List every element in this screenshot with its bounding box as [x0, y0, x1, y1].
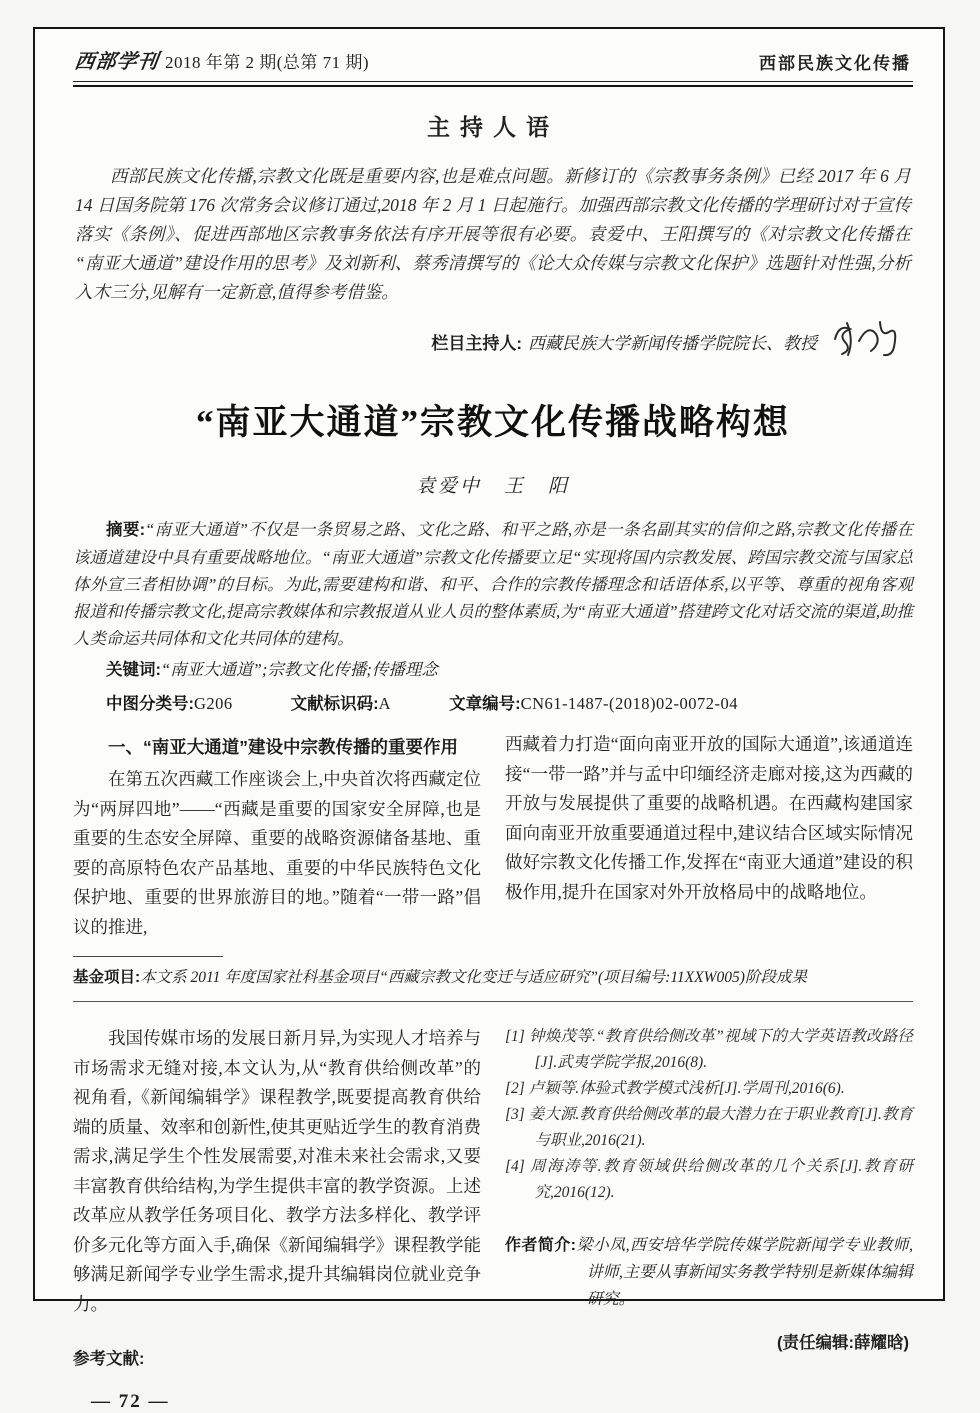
section1-heading: 一、“南亚大通道”建设中宗教传播的重要作用: [108, 737, 458, 757]
scanned-page: [33, 27, 945, 1412]
issue-info: 2018 年第 2 期(总第 71 期): [165, 53, 370, 72]
section1-left-paragraph: 在第五次西藏工作座谈会上,中央首次将西藏定位为“两屏四地”——“西藏是重要的国家安全屏障,也是重要的生态安全屏障、重要的战略资源储备基地、重要的高原特色农产品基地、重要的中华民族特色文化保护地、重要的世界旅游目的地。”随着“一带一路”倡议的推进,: [73, 769, 481, 937]
keywords-line: [73, 656, 913, 680]
fund-label: 基金项目:: [73, 969, 141, 986]
keywords-text: “南亚大通道”;宗教文化传播;传播理念: [161, 660, 438, 679]
author-bio-text: 梁小凤,西安培华学院传媒学院新闻学专业教师,讲师,主要从事新闻实务教学特别是新媒体编辑研究。: [575, 1237, 913, 1308]
article-right-column: [505, 730, 913, 942]
author-bio-label: 作者简介:: [505, 1237, 576, 1254]
previous-article-right-column: [505, 1024, 913, 1413]
previous-article-left-column: [73, 1024, 481, 1413]
abstract-paragraph: [73, 516, 913, 652]
article-authors: 袁爱中 王 阳: [415, 476, 570, 497]
section-name: 西部民族文化传播: [759, 54, 911, 73]
handwritten-signature: [825, 315, 903, 361]
article-left-column: [73, 730, 481, 942]
clc-group: [106, 690, 233, 714]
clc-value: G206: [194, 694, 233, 713]
article-id-group: [449, 690, 738, 714]
section-divider-rule: [73, 1001, 913, 1002]
reference-item: [3] 姜大源.教育供给侧改革的最大潜力在于职业教育[J].教育与职业,2016(21).: [505, 1106, 913, 1149]
host-remarks-title: 主持人语: [427, 114, 559, 140]
host-remarks-body: 西部民族文化传播,宗教文化既是重要内容,也是难点问题。新修订的《宗教事务条例》已经 2017 年 6 月 14 日国务院第 176 次常务会议修订通过,2018 年 2 月 1 日起施行。加强西部宗教文化传播的学理研讨对于宣传落实《条例》、促进西部地区宗教事务依法有序开展等很有必要。袁爱中、王阳撰写的《对宗教文化传播在“南亚大通道”建设作用的思考》及刘新利、蔡秀清撰写的《论大众传媒与宗教文化保护》选题针对性强,分析入木三分,见解有一定新意,值得参考借鉴。: [75, 166, 911, 302]
host-line: [73, 321, 903, 361]
journal-issue-info: [75, 45, 369, 74]
host-label: 栏目主持人:: [431, 333, 522, 353]
clc-label: 中图分类号:: [106, 695, 194, 713]
article-id-value: CN61-1487-(2018)02-0072-04: [520, 694, 738, 713]
doc-code-group: [291, 690, 391, 714]
references-label: 参考文献:: [73, 1350, 145, 1368]
page-header: [73, 45, 913, 74]
reference-list: [505, 1024, 913, 1206]
section1-right-paragraph: 西藏着力打造“面向南亚开放的国际大通道”,该通道连接“一带一路”并与孟中印缅经济走廊对接,这为西藏的开放与发展提供了重要的战略机遇。在西藏构建国家面向南亚开放重要通道过程中,建议结合区域实际情况做好宗教文化传播工作,发挥在“南亚大通道”建设的积极作用,提升在国家对外开放格局中的战略地位。: [505, 734, 913, 902]
editor-note: (责任编辑:薛耀晗): [777, 1334, 909, 1352]
keywords-label: 关键词:: [106, 661, 161, 679]
reference-item: [2] 卢颖等.体验式教学模式浅析[J].学周刊,2016(6).: [505, 1080, 845, 1097]
journal-logo: 西部学刊: [73, 51, 161, 73]
fund-text: 本文系 2011 年度国家社科基金项目“西藏宗教文化变迁与适应研究”(项目编号:11XXW005)阶段成果: [140, 969, 807, 986]
doc-code-label: 文献标识码:: [290, 695, 379, 713]
reference-item: [4] 周海涛等.教育领域供给侧改革的几个关系[J].教育研究,2016(12).: [505, 1158, 913, 1201]
previous-article-columns: [73, 1024, 913, 1413]
page-number: — 72 —: [91, 1391, 170, 1412]
article-body-columns: [73, 730, 913, 942]
abstract-text: “南亚大通道”不仅是一条贸易之路、文化之路、和平之路,亦是一条名副其实的信仰之路,宗教文化传播在该通道建设中具有重要战略地位。“南亚大通道”宗教文化传播要立足“实现将国内宗教发展、跨国宗教交流与国家总体外宣三者相协调”的目标。为此,需要建构和谐、和平、合作的宗教传播理念和话语体系,以平等、尊重的视角客观报道和传播宗教文化,提高宗教媒体和宗教报道从业人员的整体素质,为“南亚大通道”搭建跨文化对话交流的渠道,助推人类命运共同体和文化共同体的建构。: [73, 520, 914, 648]
fund-note: [73, 965, 913, 987]
reference-item: [1] 钟焕茂等.“教育供给侧改革”视域下的大学英语教改路径[J].武夷学院学报,2016(8).: [505, 1028, 913, 1071]
previous-article-body: 我国传媒市场的发展日新月异,为实现人才培养与市场需求无缝对接,本文认为,从“教育供给侧改革”的视角看,《新闻编辑学》课程教学,既要提高教育供给端的质量、效率和创新性,使其更贴近学生的教育消费需求,满足学生个性发展需要,对准未来社会需求,又要丰富教育供给结构,为学生提供丰富的教学资源。上述改革应从教学任务项目化、教学方法多样化、教学评价多元化等方面入手,确保《新闻编辑学》课程教学能够满足新闻学专业学生需求,提升其编辑岗位就业竞争力。: [73, 1028, 481, 1314]
article-id-label: 文章编号:: [449, 695, 521, 713]
header-double-rule: [73, 81, 913, 87]
article-title: “南亚大通道”宗教文化传播战略构想: [195, 403, 790, 442]
meta-line: [73, 690, 913, 714]
host-value: 西藏民族大学新闻传播学院院长、教授: [528, 333, 817, 353]
doc-code-value: A: [378, 694, 392, 713]
abstract-label: 摘要:: [106, 521, 146, 539]
footnote-rule: [73, 956, 223, 957]
author-bio: [505, 1232, 913, 1313]
